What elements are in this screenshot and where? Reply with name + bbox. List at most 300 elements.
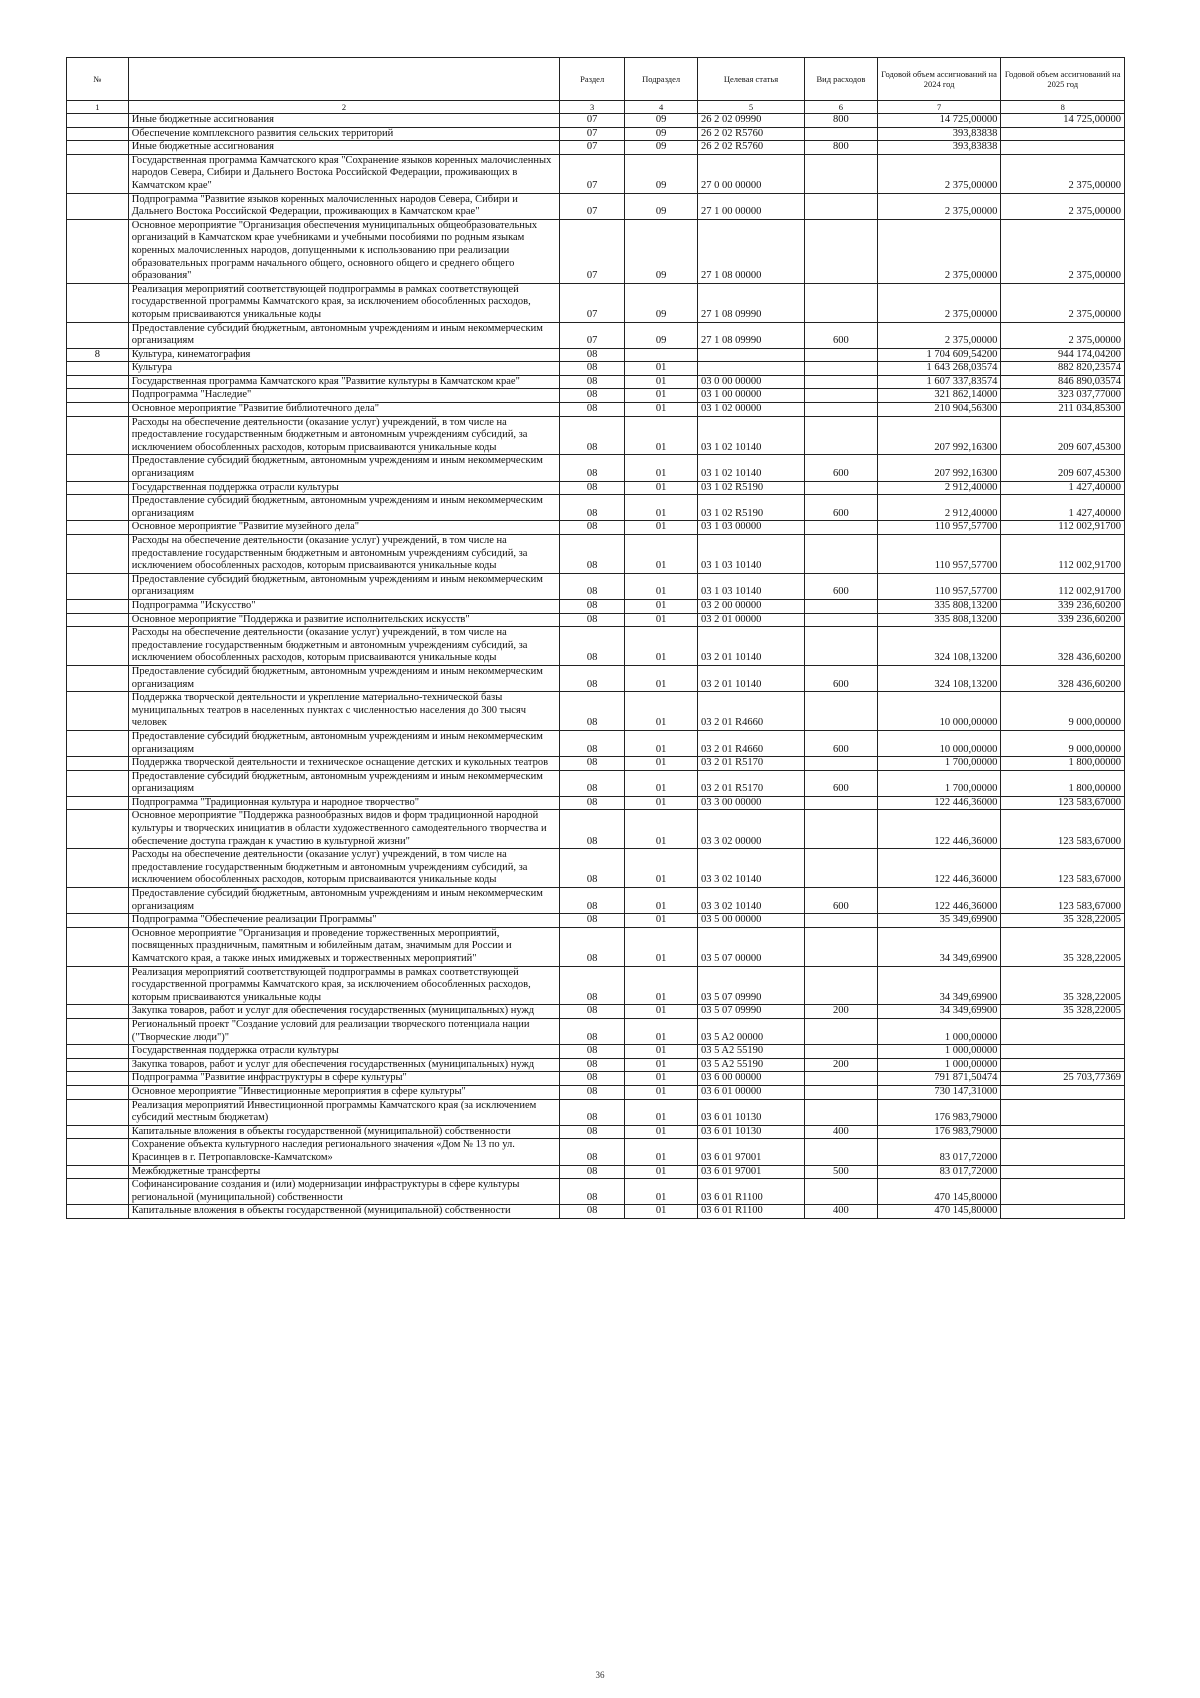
expense-type bbox=[805, 283, 878, 322]
expense-name: Расходы на обеспечение деятельности (оказание услуг) учреждений, в том числе на предоставление государственным бюджетным и автономным учреждениям субсидий, за исключением обособленных расходов, которым присваиваются уникальные коды bbox=[128, 535, 559, 574]
subsection-code: 01 bbox=[625, 1045, 698, 1059]
amount-2024: 110 957,57700 bbox=[877, 535, 1001, 574]
expense-type bbox=[805, 796, 878, 810]
amount-2025: 2 375,00000 bbox=[1001, 283, 1125, 322]
table-row bbox=[67, 416, 1125, 455]
subsection-code: 01 bbox=[625, 1205, 698, 1219]
subsection-code bbox=[625, 348, 698, 362]
amount-2025: 944 174,04200 bbox=[1001, 348, 1125, 362]
expense-type bbox=[805, 1179, 878, 1205]
subsection-code: 01 bbox=[625, 573, 698, 599]
expense-name: Обеспечение комплексного развития сельских территорий bbox=[128, 127, 559, 141]
target-article: 03 3 00 00000 bbox=[698, 796, 805, 810]
amount-2025: 35 328,22005 bbox=[1001, 966, 1125, 1005]
table-row bbox=[67, 770, 1125, 796]
amount-2025 bbox=[1001, 127, 1125, 141]
target-article: 03 2 01 00000 bbox=[698, 613, 805, 627]
section-code: 07 bbox=[560, 114, 625, 128]
subsection-code: 01 bbox=[625, 692, 698, 731]
section-code: 08 bbox=[560, 1072, 625, 1086]
target-article: 03 2 01 10140 bbox=[698, 627, 805, 666]
section-code: 07 bbox=[560, 141, 625, 155]
expense-type bbox=[805, 613, 878, 627]
table-row bbox=[67, 730, 1125, 756]
expense-name: Предоставление субсидий бюджетным, автономным учреждениям и иным некоммерческим организациям bbox=[128, 455, 559, 481]
row-number bbox=[67, 1139, 129, 1165]
expense-name: Предоставление субсидий бюджетным, автономным учреждениям и иным некоммерческим организациям bbox=[128, 770, 559, 796]
amount-2025 bbox=[1001, 1205, 1125, 1219]
section-code: 08 bbox=[560, 1099, 625, 1125]
expense-type bbox=[805, 849, 878, 888]
subsection-code: 01 bbox=[625, 535, 698, 574]
target-article: 03 3 02 10140 bbox=[698, 849, 805, 888]
column-number: 6 bbox=[805, 101, 878, 114]
target-article: 03 5 07 09990 bbox=[698, 966, 805, 1005]
table-row bbox=[67, 322, 1125, 348]
amount-2025 bbox=[1001, 1179, 1125, 1205]
expense-name: Культура, кинематография bbox=[128, 348, 559, 362]
expense-name: Софинансирование создания и (или) модернизации инфраструктуры в сфере культуры региональной (муниципальной) собственности bbox=[128, 1179, 559, 1205]
amount-2024: 335 808,13200 bbox=[877, 599, 1001, 613]
amount-2024: 1 000,00000 bbox=[877, 1018, 1001, 1044]
amount-2024: 791 871,50474 bbox=[877, 1072, 1001, 1086]
expense-name: Основное мероприятие "Инвестиционные мероприятия в сфере культуры" bbox=[128, 1085, 559, 1099]
target-article: 03 6 01 97001 bbox=[698, 1139, 805, 1165]
subsection-code: 01 bbox=[625, 849, 698, 888]
amount-2025: 2 375,00000 bbox=[1001, 219, 1125, 283]
expense-name: Подпрограмма "Традиционная культура и народное творчество" bbox=[128, 796, 559, 810]
subsection-code: 01 bbox=[625, 914, 698, 928]
expense-type: 600 bbox=[805, 770, 878, 796]
expense-type bbox=[805, 927, 878, 966]
amount-2025: 14 725,00000 bbox=[1001, 114, 1125, 128]
section-code: 08 bbox=[560, 1018, 625, 1044]
table-row bbox=[67, 613, 1125, 627]
amount-2025: 1 800,00000 bbox=[1001, 770, 1125, 796]
amount-2024: 321 862,14000 bbox=[877, 389, 1001, 403]
amount-2024: 2 375,00000 bbox=[877, 283, 1001, 322]
section-code: 08 bbox=[560, 613, 625, 627]
table-row bbox=[67, 1058, 1125, 1072]
subsection-code: 01 bbox=[625, 599, 698, 613]
subsection-code: 01 bbox=[625, 730, 698, 756]
table-row bbox=[67, 692, 1125, 731]
section-code: 08 bbox=[560, 375, 625, 389]
target-article: 27 1 08 00000 bbox=[698, 219, 805, 283]
target-article: 03 6 01 R1100 bbox=[698, 1205, 805, 1219]
amount-2025 bbox=[1001, 141, 1125, 155]
amount-2024: 1 700,00000 bbox=[877, 757, 1001, 771]
amount-2024: 324 108,13200 bbox=[877, 627, 1001, 666]
row-number bbox=[67, 730, 129, 756]
expense-name: Подпрограмма "Развитие инфраструктуры в сфере культуры" bbox=[128, 1072, 559, 1086]
subsection-code: 01 bbox=[625, 1005, 698, 1019]
subsection-code: 01 bbox=[625, 1072, 698, 1086]
column-number: 3 bbox=[560, 101, 625, 114]
expense-name: Иные бюджетные ассигнования bbox=[128, 141, 559, 155]
target-article: 03 6 00 00000 bbox=[698, 1072, 805, 1086]
subsection-code: 09 bbox=[625, 127, 698, 141]
amount-2025 bbox=[1001, 1099, 1125, 1125]
table-row bbox=[67, 1085, 1125, 1099]
expense-type bbox=[805, 362, 878, 376]
target-article: 03 1 02 10140 bbox=[698, 455, 805, 481]
amount-2024: 2 912,40000 bbox=[877, 495, 1001, 521]
amount-2024: 122 446,36000 bbox=[877, 796, 1001, 810]
expense-type: 600 bbox=[805, 730, 878, 756]
section-code: 08 bbox=[560, 927, 625, 966]
target-article: 27 1 08 09990 bbox=[698, 322, 805, 348]
expense-type bbox=[805, 810, 878, 849]
row-number bbox=[67, 770, 129, 796]
header-num: № bbox=[67, 58, 129, 101]
amount-2024: 1 000,00000 bbox=[877, 1058, 1001, 1072]
subsection-code: 01 bbox=[625, 1179, 698, 1205]
expense-name: Реализация мероприятий соответствующей подпрограммы в рамках соответствующей государственной программы Камчатского края, за исключением обособленных расходов, которым присваиваются уникальные коды bbox=[128, 283, 559, 322]
expense-name: Расходы на обеспечение деятельности (оказание услуг) учреждений, в том числе на предоставление государственным бюджетным и автономным учреждениям субсидий, за исключением обособленных расходов, которым присваиваются уникальные коды bbox=[128, 627, 559, 666]
expense-type: 600 bbox=[805, 322, 878, 348]
subsection-code: 09 bbox=[625, 322, 698, 348]
amount-2025: 112 002,91700 bbox=[1001, 573, 1125, 599]
subsection-code: 01 bbox=[625, 403, 698, 417]
subsection-code: 01 bbox=[625, 927, 698, 966]
expense-type: 400 bbox=[805, 1205, 878, 1219]
amount-2025: 35 328,22005 bbox=[1001, 914, 1125, 928]
subsection-code: 01 bbox=[625, 1125, 698, 1139]
row-number bbox=[67, 627, 129, 666]
expense-type bbox=[805, 389, 878, 403]
expense-name: Иные бюджетные ассигнования bbox=[128, 114, 559, 128]
row-number bbox=[67, 888, 129, 914]
amount-2024: 335 808,13200 bbox=[877, 613, 1001, 627]
expense-type bbox=[805, 599, 878, 613]
table-row bbox=[67, 521, 1125, 535]
amount-2024: 730 147,31000 bbox=[877, 1085, 1001, 1099]
expense-type bbox=[805, 966, 878, 1005]
section-code: 08 bbox=[560, 810, 625, 849]
target-article: 03 5 07 09990 bbox=[698, 1005, 805, 1019]
expense-name: Сохранение объекта культурного наследия регионального значения «Дом № 13 по ул. Красинцев в г. Петропавловске-Камчатском» bbox=[128, 1139, 559, 1165]
subsection-code: 01 bbox=[625, 665, 698, 691]
subsection-code: 09 bbox=[625, 193, 698, 219]
row-number bbox=[67, 599, 129, 613]
table-row bbox=[67, 1099, 1125, 1125]
table-row bbox=[67, 849, 1125, 888]
column-number: 8 bbox=[1001, 101, 1125, 114]
subsection-code: 09 bbox=[625, 283, 698, 322]
target-article: 27 1 00 00000 bbox=[698, 193, 805, 219]
amount-2024: 14 725,00000 bbox=[877, 114, 1001, 128]
header-name bbox=[128, 58, 559, 101]
amount-2025: 2 375,00000 bbox=[1001, 322, 1125, 348]
subsection-code: 01 bbox=[625, 627, 698, 666]
table-row bbox=[67, 1165, 1125, 1179]
target-article: 26 2 02 R5760 bbox=[698, 127, 805, 141]
subsection-code: 09 bbox=[625, 141, 698, 155]
subsection-code: 01 bbox=[625, 810, 698, 849]
row-number bbox=[67, 692, 129, 731]
table-row bbox=[67, 481, 1125, 495]
row-number bbox=[67, 613, 129, 627]
amount-2024: 393,83838 bbox=[877, 141, 1001, 155]
section-code: 08 bbox=[560, 1179, 625, 1205]
expense-type: 600 bbox=[805, 455, 878, 481]
expense-name: Государственная поддержка отрасли культуры bbox=[128, 1045, 559, 1059]
table-row bbox=[67, 193, 1125, 219]
expense-type bbox=[805, 416, 878, 455]
amount-2025 bbox=[1001, 1125, 1125, 1139]
section-code: 08 bbox=[560, 1005, 625, 1019]
section-code: 07 bbox=[560, 127, 625, 141]
expense-type bbox=[805, 348, 878, 362]
amount-2024: 2 375,00000 bbox=[877, 193, 1001, 219]
amount-2025 bbox=[1001, 1058, 1125, 1072]
subsection-code: 09 bbox=[625, 114, 698, 128]
expense-name: Основное мероприятие "Организация и проведение торжественных мероприятий, посвященных праздничным, памятным и юбилейным датам, значимым для России и Камчатского края, а также иных имиджевых и торжественных мероприятий" bbox=[128, 927, 559, 966]
table-row bbox=[67, 914, 1125, 928]
subsection-code: 01 bbox=[625, 495, 698, 521]
expense-name: Предоставление субсидий бюджетным, автономным учреждениям и иным некоммерческим организациям bbox=[128, 888, 559, 914]
amount-2024: 110 957,57700 bbox=[877, 521, 1001, 535]
table-row bbox=[67, 141, 1125, 155]
expense-name: Государственная поддержка отрасли культуры bbox=[128, 481, 559, 495]
section-code: 08 bbox=[560, 796, 625, 810]
target-article: 03 5 A2 55190 bbox=[698, 1045, 805, 1059]
row-number bbox=[67, 1072, 129, 1086]
subsection-code: 01 bbox=[625, 1018, 698, 1044]
expense-name: Подпрограмма "Искусство" bbox=[128, 599, 559, 613]
target-article: 03 2 01 R5170 bbox=[698, 757, 805, 771]
table-row bbox=[67, 888, 1125, 914]
table-row bbox=[67, 927, 1125, 966]
budget-table bbox=[66, 57, 1125, 1219]
target-article bbox=[698, 348, 805, 362]
expense-type bbox=[805, 1085, 878, 1099]
section-code: 08 bbox=[560, 362, 625, 376]
expense-name: Реализация мероприятий Инвестиционной программы Камчатского края (за исключением субсидий местным бюджетам) bbox=[128, 1099, 559, 1125]
expense-type: 200 bbox=[805, 1005, 878, 1019]
row-number bbox=[67, 141, 129, 155]
expense-name: Основное мероприятие "Поддержка разнообразных видов и форм традиционной народной культуры и творческих инициатив в области художественного самодеятельного творчества и обеспечение доступа граждан к участию в культурной жизни" bbox=[128, 810, 559, 849]
expense-name: Региональный проект "Создание условий для реализации творческого потенциала нации ("Творческие люди")" bbox=[128, 1018, 559, 1044]
expense-name: Межбюджетные трансферты bbox=[128, 1165, 559, 1179]
expense-name: Государственная программа Камчатского края "Развитие культуры в Камчатском крае" bbox=[128, 375, 559, 389]
expense-type bbox=[805, 1018, 878, 1044]
amount-2024: 324 108,13200 bbox=[877, 665, 1001, 691]
subsection-code: 01 bbox=[625, 455, 698, 481]
amount-2025: 112 002,91700 bbox=[1001, 521, 1125, 535]
column-number: 5 bbox=[698, 101, 805, 114]
amount-2025: 35 328,22005 bbox=[1001, 1005, 1125, 1019]
amount-2025: 328 436,60200 bbox=[1001, 627, 1125, 666]
header-target: Целевая статья bbox=[698, 58, 805, 101]
row-number bbox=[67, 927, 129, 966]
amount-2025: 1 800,00000 bbox=[1001, 757, 1125, 771]
target-article: 27 1 08 09990 bbox=[698, 283, 805, 322]
amount-2024: 34 349,69900 bbox=[877, 966, 1001, 1005]
row-number bbox=[67, 416, 129, 455]
subsection-code: 01 bbox=[625, 757, 698, 771]
amount-2024: 110 957,57700 bbox=[877, 573, 1001, 599]
expense-type bbox=[805, 757, 878, 771]
expense-type bbox=[805, 403, 878, 417]
row-number bbox=[67, 455, 129, 481]
amount-2025 bbox=[1001, 1085, 1125, 1099]
row-number bbox=[67, 127, 129, 141]
target-article: 03 5 00 00000 bbox=[698, 914, 805, 928]
row-number bbox=[67, 1005, 129, 1019]
expense-type: 500 bbox=[805, 1165, 878, 1179]
expense-name: Капитальные вложения в объекты государственной (муниципальной) собственности bbox=[128, 1205, 559, 1219]
subsection-code: 01 bbox=[625, 416, 698, 455]
row-number bbox=[67, 389, 129, 403]
header-year1: Годовой объем ассигнований на 2024 год bbox=[877, 58, 1001, 101]
row-number bbox=[67, 1125, 129, 1139]
amount-2024: 2 912,40000 bbox=[877, 481, 1001, 495]
section-code: 08 bbox=[560, 481, 625, 495]
expense-name: Расходы на обеспечение деятельности (оказание услуг) учреждений, в том числе на предоставление государственным бюджетным и автономным учреждениям субсидий, за исключением обособленных расходов, которым присваиваются уникальные коды bbox=[128, 849, 559, 888]
row-number bbox=[67, 1058, 129, 1072]
section-code: 08 bbox=[560, 599, 625, 613]
header-year2: Годовой объем ассигнований на 2025 год bbox=[1001, 58, 1125, 101]
amount-2024: 34 349,69900 bbox=[877, 927, 1001, 966]
row-number bbox=[67, 521, 129, 535]
amount-2025: 25 703,77369 bbox=[1001, 1072, 1125, 1086]
target-article: 03 0 00 00000 bbox=[698, 375, 805, 389]
amount-2025: 123 583,67000 bbox=[1001, 810, 1125, 849]
row-number bbox=[67, 1165, 129, 1179]
target-article: 03 2 01 10140 bbox=[698, 665, 805, 691]
section-code: 08 bbox=[560, 535, 625, 574]
section-code: 08 bbox=[560, 770, 625, 796]
target-article: 03 1 03 10140 bbox=[698, 573, 805, 599]
amount-2024: 210 904,56300 bbox=[877, 403, 1001, 417]
amount-2024: 470 145,80000 bbox=[877, 1179, 1001, 1205]
target-article: 03 5 A2 55190 bbox=[698, 1058, 805, 1072]
row-number bbox=[67, 914, 129, 928]
subsection-code: 01 bbox=[625, 481, 698, 495]
amount-2025: 339 236,60200 bbox=[1001, 599, 1125, 613]
amount-2025: 323 037,77000 bbox=[1001, 389, 1125, 403]
amount-2025: 35 328,22005 bbox=[1001, 927, 1125, 966]
section-code: 07 bbox=[560, 283, 625, 322]
section-code: 08 bbox=[560, 455, 625, 481]
target-article: 03 2 00 00000 bbox=[698, 599, 805, 613]
table-row bbox=[67, 627, 1125, 666]
expense-name: Расходы на обеспечение деятельности (оказание услуг) учреждений, в том числе на предоставление государственным бюджетным и автономным учреждениям субсидий, за исключением обособленных расходов, которым присваиваются уникальные коды bbox=[128, 416, 559, 455]
section-code: 08 bbox=[560, 1085, 625, 1099]
section-code: 07 bbox=[560, 193, 625, 219]
amount-2024: 207 992,16300 bbox=[877, 416, 1001, 455]
header-kind: Вид расходов bbox=[805, 58, 878, 101]
table-row bbox=[67, 495, 1125, 521]
section-code: 07 bbox=[560, 322, 625, 348]
table-row bbox=[67, 219, 1125, 283]
expense-name: Поддержка творческой деятельности и техническое оснащение детских и кукольных театров bbox=[128, 757, 559, 771]
expense-type: 600 bbox=[805, 888, 878, 914]
row-number bbox=[67, 283, 129, 322]
expense-type bbox=[805, 914, 878, 928]
target-article bbox=[698, 362, 805, 376]
expense-type: 600 bbox=[805, 573, 878, 599]
target-article: 03 1 02 00000 bbox=[698, 403, 805, 417]
subsection-code: 01 bbox=[625, 1085, 698, 1099]
amount-2024: 1 700,00000 bbox=[877, 770, 1001, 796]
subsection-code: 01 bbox=[625, 375, 698, 389]
amount-2025: 1 427,40000 bbox=[1001, 495, 1125, 521]
expense-type: 800 bbox=[805, 114, 878, 128]
amount-2024: 1 643 268,03574 bbox=[877, 362, 1001, 376]
target-article: 03 2 01 R5170 bbox=[698, 770, 805, 796]
header-subsection: Подраздел bbox=[625, 58, 698, 101]
expense-type bbox=[805, 521, 878, 535]
amount-2025: 123 583,67000 bbox=[1001, 888, 1125, 914]
expense-name: Подпрограмма "Наследие" bbox=[128, 389, 559, 403]
page-number: 36 bbox=[595, 1670, 605, 1680]
table-row bbox=[67, 1179, 1125, 1205]
subsection-code: 01 bbox=[625, 770, 698, 796]
expense-name: Предоставление субсидий бюджетным, автономным учреждениям и иным некоммерческим организациям bbox=[128, 665, 559, 691]
row-number bbox=[67, 757, 129, 771]
amount-2025: 2 375,00000 bbox=[1001, 154, 1125, 193]
section-code: 08 bbox=[560, 403, 625, 417]
table-row bbox=[67, 1205, 1125, 1219]
section-code: 08 bbox=[560, 521, 625, 535]
subsection-code: 01 bbox=[625, 613, 698, 627]
target-article: 27 0 00 00000 bbox=[698, 154, 805, 193]
amount-2024: 2 375,00000 bbox=[877, 219, 1001, 283]
section-code: 08 bbox=[560, 1205, 625, 1219]
table-row bbox=[67, 455, 1125, 481]
expense-name: Основное мероприятие "Поддержка и развитие исполнительских искусств" bbox=[128, 613, 559, 627]
expense-type: 400 bbox=[805, 1125, 878, 1139]
row-number bbox=[67, 1045, 129, 1059]
table-row bbox=[67, 573, 1125, 599]
amount-2024: 207 992,16300 bbox=[877, 455, 1001, 481]
target-article: 03 1 03 10140 bbox=[698, 535, 805, 574]
target-article: 03 3 02 10140 bbox=[698, 888, 805, 914]
section-code: 08 bbox=[560, 348, 625, 362]
header-row bbox=[67, 58, 1125, 101]
amount-2025 bbox=[1001, 1165, 1125, 1179]
row-number bbox=[67, 849, 129, 888]
amount-2024: 1 704 609,54200 bbox=[877, 348, 1001, 362]
section-code: 08 bbox=[560, 627, 625, 666]
expense-name: Предоставление субсидий бюджетным, автономным учреждениям и иным некоммерческим организациям bbox=[128, 730, 559, 756]
amount-2025: 123 583,67000 bbox=[1001, 849, 1125, 888]
table-row bbox=[67, 1005, 1125, 1019]
row-number bbox=[67, 322, 129, 348]
subsection-code: 09 bbox=[625, 219, 698, 283]
amount-2024: 2 375,00000 bbox=[877, 322, 1001, 348]
amount-2024: 83 017,72000 bbox=[877, 1165, 1001, 1179]
expense-name: Государственная программа Камчатского края "Сохранение языков коренных малочисленных народов Севера, Сибири и Дальнего Востока Российской Федерации, проживающих в Камчатском крае" bbox=[128, 154, 559, 193]
expense-name: Реализация мероприятий соответствующей подпрограммы в рамках соответствующей государственной программы Камчатского края, за исключением обособленных расходов, которым присваиваются уникальные коды bbox=[128, 966, 559, 1005]
expense-name: Подпрограмма "Обеспечение реализации Программы" bbox=[128, 914, 559, 928]
target-article: 03 5 A2 00000 bbox=[698, 1018, 805, 1044]
expense-type: 800 bbox=[805, 141, 878, 155]
section-code: 08 bbox=[560, 1045, 625, 1059]
target-article: 03 3 02 00000 bbox=[698, 810, 805, 849]
amount-2025: 209 607,45300 bbox=[1001, 416, 1125, 455]
row-number bbox=[67, 481, 129, 495]
amount-2025: 2 375,00000 bbox=[1001, 193, 1125, 219]
section-code: 08 bbox=[560, 1125, 625, 1139]
subsection-code: 01 bbox=[625, 796, 698, 810]
amount-2025: 9 000,00000 bbox=[1001, 692, 1125, 731]
subsection-code: 01 bbox=[625, 966, 698, 1005]
table-row bbox=[67, 796, 1125, 810]
